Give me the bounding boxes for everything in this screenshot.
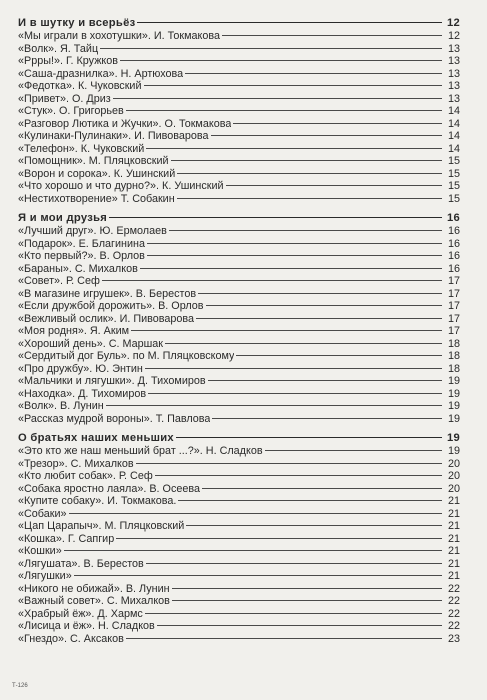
toc-entry-page: 18 (447, 362, 460, 375)
leader-line (64, 550, 442, 551)
toc-entry (18, 470, 460, 483)
toc-entry (18, 193, 460, 206)
toc-entry-text: «Подарок». Е. Благинина (18, 237, 145, 250)
leader-line (74, 575, 442, 576)
leader-line (211, 135, 442, 136)
toc-entry (18, 118, 460, 131)
leader-line (222, 35, 442, 36)
leader-line (169, 230, 442, 231)
toc-entry-page: 14 (447, 130, 460, 142)
toc-entry-text: «Лисица и ёж». Н. Сладков (18, 620, 155, 632)
toc-entry-text: «Никого не обижай». В. Лунин (18, 582, 170, 595)
toc-entry (18, 545, 460, 558)
toc-entry-text: «Саша-дразнилка». Н. Артюхова (18, 67, 184, 80)
toc-entry-text: «Хороший день». С. Маршак (18, 337, 164, 350)
toc-entry (18, 43, 460, 56)
leader-line (157, 625, 442, 626)
toc-entry (18, 168, 460, 181)
toc-entry-page: 16 (447, 250, 460, 262)
leader-line (113, 98, 442, 99)
toc-entry-page: 16 (447, 237, 460, 250)
toc-entry-text: «Помощник». М. Пляцковский (18, 155, 169, 167)
toc-entry (18, 508, 460, 521)
toc-entry-page: 15 (447, 180, 460, 192)
toc-entry-text: «Что хорошо и что дурно?». К. Ушинский (18, 180, 224, 192)
toc-entry-text: «Гнездо». С. Аксаков (18, 632, 124, 645)
toc-entry-text: «Федотка». К. Чуковский (18, 80, 142, 92)
leader-line (147, 243, 442, 244)
section-heading-text: О братьях наших меньших (18, 432, 174, 444)
toc-entry-text: «Ррры!». Г. Кружков (18, 55, 119, 67)
section-heading-text: Я и мои друзья (18, 212, 108, 224)
toc-entry-text: «Кто первый?». В. Орлов (18, 250, 145, 262)
toc-entry-page: 13 (447, 67, 460, 80)
toc-entry (18, 180, 460, 193)
toc-entry (18, 80, 460, 93)
leader-line (178, 500, 442, 501)
toc-entry-text: «Трезор». С. Михалков (18, 457, 134, 470)
toc-entry-page: 14 (447, 142, 460, 155)
toc-entry (18, 363, 460, 376)
toc-entry-page: 13 (447, 55, 460, 67)
toc-entry-page: 19 (447, 387, 460, 400)
leader-line (202, 488, 442, 489)
leader-line (155, 475, 442, 476)
toc-entry-page: 22 (447, 607, 460, 620)
toc-entry-page: 16 (447, 262, 460, 275)
toc-entry-page: 20 (447, 457, 460, 470)
toc-entry-page: 20 (447, 482, 460, 495)
toc-entry-page: 19 (447, 445, 460, 457)
section-heading (18, 17, 460, 30)
toc-entry-page: 14 (447, 117, 460, 130)
toc-entry-page: 15 (447, 192, 460, 205)
toc-entry (18, 445, 460, 458)
section-heading-page: 19 (446, 432, 460, 444)
toc-entry-text: «Цап Царапыч». М. Пляцковский (18, 520, 185, 532)
toc-entry (18, 238, 460, 251)
toc-entry (18, 533, 460, 546)
toc-entry-page: 17 (447, 275, 460, 287)
toc-entry-page: 13 (447, 80, 460, 92)
toc-entry-text: «Нестихотворение» Т. Собакин (18, 192, 175, 205)
toc-entry (18, 30, 460, 43)
toc-entry (18, 263, 460, 276)
toc-entry (18, 55, 460, 68)
toc-entry (18, 313, 460, 326)
toc-entry-text: «Лягушата». В. Берестов (18, 557, 144, 570)
toc-entry-text: «Моя родня». Я. Аким (18, 325, 130, 337)
toc-entry-text: «Это кто же наш меньший брат ...?». Н. Сладков (18, 445, 263, 457)
toc-entry-page: 19 (447, 412, 460, 425)
leader-line (176, 437, 442, 438)
leader-line (212, 418, 442, 419)
toc-entry-text: «Ворон и сорока». К. Ушинский (18, 167, 176, 180)
toc-entry (18, 350, 460, 363)
toc-entry (18, 143, 460, 156)
toc-entry (18, 633, 460, 646)
leader-line (140, 268, 442, 269)
toc-entry (18, 275, 460, 288)
leader-line (185, 73, 442, 74)
toc-entry-page: 17 (447, 300, 460, 312)
leader-line (136, 463, 442, 464)
toc-entry (18, 338, 460, 351)
toc-entry-text: «Привет». О. Дриз (18, 92, 111, 105)
leader-line (236, 355, 442, 356)
toc-entry-page: 22 (447, 595, 460, 607)
toc-entry (18, 130, 460, 143)
toc-entry (18, 520, 460, 533)
footer-code: Т-126 (12, 683, 28, 689)
toc-entry-text: «Лягушки» (18, 570, 72, 582)
toc-entry-page: 21 (447, 545, 460, 557)
toc-entry (18, 483, 460, 496)
toc-entry-text: «Разговор Лютика и Жучки». О. Токмакова (18, 117, 232, 130)
toc-entry-page: 15 (447, 167, 460, 180)
toc-entry (18, 595, 460, 608)
leader-line (126, 110, 442, 111)
leader-line (147, 255, 442, 256)
leader-line (69, 513, 442, 514)
toc-entry (18, 93, 460, 106)
toc-entry (18, 458, 460, 471)
toc-entry (18, 288, 460, 301)
toc-entry (18, 608, 460, 621)
toc-entry-page: 17 (447, 312, 460, 325)
leader-line (100, 48, 442, 49)
toc-entry (18, 583, 460, 596)
toc-entry-page: 20 (447, 470, 460, 482)
toc-entry (18, 570, 460, 583)
leader-line (172, 600, 442, 601)
toc-entry (18, 400, 460, 413)
leader-line (196, 318, 442, 319)
leader-line (177, 173, 442, 174)
toc-entry (18, 495, 460, 508)
toc-section (18, 17, 460, 205)
leader-line (145, 368, 442, 369)
leader-line (233, 123, 442, 124)
toc-entry-text: «Собаки» (18, 507, 67, 520)
leader-line (265, 450, 442, 451)
toc-entry-page: 22 (447, 582, 460, 595)
toc-entry-text: «Лучший друг». Ю. Ермолаев (18, 225, 167, 237)
section-heading-text: И в шутку и всерьёз (18, 17, 136, 29)
toc-entry-page: 14 (447, 105, 460, 117)
leader-line (186, 525, 442, 526)
toc-entry-page: 22 (447, 620, 460, 632)
toc-entry-text: «Рассказ мудрой вороны». Т. Павлова (18, 412, 211, 425)
toc-entry-text: «Кулинаки-Пулинаки». И. Пивоварова (18, 130, 209, 142)
toc-entry-page: 18 (447, 337, 460, 350)
leader-line (148, 393, 442, 394)
toc-entry (18, 325, 460, 338)
toc-entry-page: 18 (447, 350, 460, 362)
leader-line (131, 330, 442, 331)
toc-entry-page: 21 (447, 507, 460, 520)
toc-entry-page: 23 (447, 632, 460, 645)
toc-entry-text: «Про дружбу». Ю. Энтин (18, 362, 143, 375)
leader-line (146, 148, 442, 149)
toc-entry (18, 388, 460, 401)
leader-line (145, 613, 442, 614)
toc-entry-page: 21 (447, 557, 460, 570)
section-heading (18, 432, 460, 445)
toc-entry-page: 21 (447, 520, 460, 532)
toc-entry-page: 15 (447, 155, 460, 167)
section-heading (18, 212, 460, 225)
toc-entry-text: «Мальчики и лягушки». Д. Тихомиров (18, 375, 206, 387)
leader-line (172, 588, 442, 589)
section-heading-page: 12 (446, 17, 460, 29)
leader-line (120, 60, 442, 61)
toc-entry-page: 19 (447, 375, 460, 387)
toc-entry-page: 17 (447, 287, 460, 300)
toc-entry (18, 250, 460, 263)
toc-entry-page: 13 (447, 92, 460, 105)
toc-entry-text: «Если дружбой дорожить». В. Орлов (18, 300, 204, 312)
leader-line (137, 22, 442, 23)
toc-entry-text: «Волк». В. Лунин (18, 400, 104, 412)
leader-line (109, 217, 442, 218)
leader-line (106, 405, 442, 406)
toc-entry-text: «Сердитый дог Буль». по М. Пляцковскому (18, 350, 235, 362)
toc-entry (18, 558, 460, 571)
toc-entry-page: 21 (447, 495, 460, 507)
toc-entry-text: «Совет». Р. Сеф (18, 275, 100, 287)
leader-line (208, 380, 442, 381)
toc-entry-page: 12 (447, 30, 460, 42)
toc-entry-page: 19 (447, 400, 460, 412)
leader-line (116, 538, 442, 539)
toc-entry-text: «Бараны». С. Михалков (18, 262, 138, 275)
toc-entry-text: «Кто любит собак». Р. Сеф (18, 470, 153, 482)
toc-entry-page: 21 (447, 570, 460, 582)
leader-line (177, 198, 442, 199)
toc-entry-text: «Кошки» (18, 545, 62, 557)
toc-entry-page: 16 (447, 225, 460, 237)
table-of-contents (18, 17, 460, 652)
leader-line (102, 280, 442, 281)
toc-entry-text: «Кошка». Г. Сапгир (18, 532, 115, 545)
toc-entry-text: «Находка». Д. Тихомиров (18, 387, 147, 400)
toc-entry-page: 21 (447, 532, 460, 545)
toc-entry-page: 17 (447, 325, 460, 337)
leader-line (146, 563, 442, 564)
toc-entry-text: «Собака яростно лаяла». В. Осеева (18, 482, 200, 495)
toc-entry (18, 155, 460, 168)
toc-entry (18, 68, 460, 81)
toc-entry-page: 13 (447, 42, 460, 55)
leader-line (126, 638, 442, 639)
leader-line (206, 305, 443, 306)
toc-entry (18, 413, 460, 426)
toc-entry (18, 225, 460, 238)
toc-section (18, 212, 460, 425)
toc-entry-text: «Волк». Я. Тайц (18, 42, 99, 55)
toc-entry-text: «Вежливый ослик». И. Пивоварова (18, 312, 195, 325)
toc-entry-text: «Мы играли в хохотушки». И. Токмакова (18, 30, 221, 42)
toc-entry-text: «В магазине игрушек». В. Берестов (18, 287, 197, 300)
toc-entry (18, 620, 460, 633)
leader-line (226, 185, 442, 186)
toc-section (18, 432, 460, 645)
toc-entry-text: «Важный совет». С. Михалков (18, 595, 170, 607)
leader-line (144, 85, 443, 86)
leader-line (198, 293, 442, 294)
toc-entry (18, 375, 460, 388)
toc-entry-text: «Купите собаку». И. Токмакова. (18, 495, 177, 507)
toc-entry-text: «Телефон». К. Чуковский (18, 142, 145, 155)
toc-entry-text: «Храбрый ёж». Д. Хармс (18, 607, 143, 620)
leader-line (171, 160, 442, 161)
toc-entry-text: «Стук». О. Григорьев (18, 105, 124, 117)
toc-entry (18, 105, 460, 118)
toc-entry (18, 300, 460, 313)
section-heading-page: 16 (446, 212, 460, 224)
leader-line (165, 343, 442, 344)
